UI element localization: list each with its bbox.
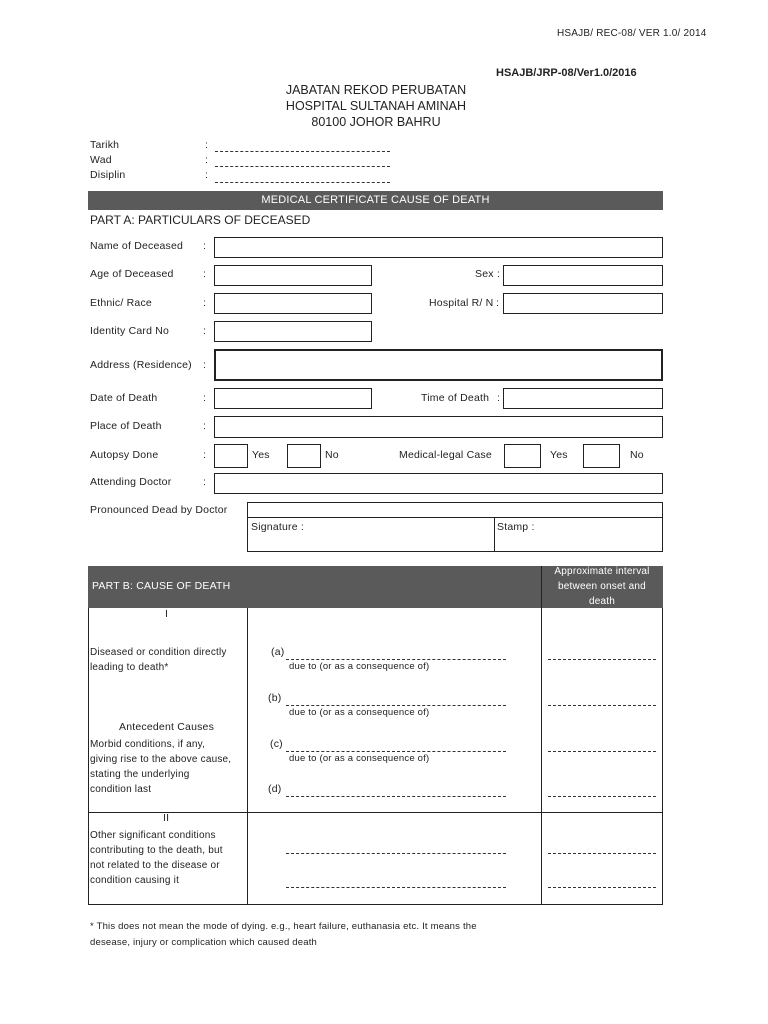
colon: : xyxy=(497,392,501,404)
other-condition-field-1[interactable] xyxy=(286,853,506,854)
place-death-label: Place of Death xyxy=(90,420,162,432)
antecedent-line: condition last xyxy=(90,784,152,795)
page-header xyxy=(0,82,752,130)
colon: : xyxy=(203,268,207,280)
name-input[interactable] xyxy=(214,237,663,258)
date-death-label: Date of Death xyxy=(90,392,158,404)
medical-legal-label: Medical-legal Case xyxy=(399,449,492,461)
cause-d-field[interactable] xyxy=(286,796,506,797)
medical-legal-yes-checkbox[interactable] xyxy=(504,444,541,468)
ic-label: Identity Card No xyxy=(90,325,170,337)
colon: : xyxy=(203,359,207,371)
roman-two: II xyxy=(163,812,170,824)
stamp-field[interactable] xyxy=(497,518,661,551)
colon: : xyxy=(203,420,207,432)
header-address: 80100 JOHOR BAHRU xyxy=(311,115,441,129)
label-b: (b) xyxy=(268,692,282,704)
name-label: Name of Deceased xyxy=(90,240,184,252)
due-to-label: due to (or as a consequence of) xyxy=(289,707,430,718)
colon: : xyxy=(203,240,207,252)
pronounced-divider xyxy=(494,517,495,552)
label-c: (c) xyxy=(270,738,283,750)
other-line: not related to the disease or xyxy=(90,860,220,871)
antecedent-line: Morbid conditions, if any, xyxy=(90,739,206,750)
attending-input[interactable] xyxy=(214,473,663,494)
directly-line: Diseased or condition directly xyxy=(90,647,227,658)
interval-header-line: Approximate interval xyxy=(554,566,650,577)
time-death-label: Time of Death xyxy=(421,392,490,404)
column-divider xyxy=(541,566,542,905)
tarikh-field[interactable] xyxy=(215,151,390,152)
interval-a-field[interactable] xyxy=(548,659,656,660)
attending-label: Attending Doctor xyxy=(90,476,172,488)
colon: : xyxy=(497,268,501,280)
column-divider xyxy=(247,608,248,905)
sex-input[interactable] xyxy=(503,265,663,286)
label-d: (d) xyxy=(268,783,282,795)
interval-b-field[interactable] xyxy=(548,705,656,706)
interval-d-field[interactable] xyxy=(548,796,656,797)
wad-label: Wad xyxy=(90,154,112,166)
colon: : xyxy=(205,169,209,181)
autopsy-no-label: No xyxy=(325,449,339,461)
colon: : xyxy=(496,297,500,309)
footnote-line: * This does not mean the mode of dying. e.g., heart failure, euthanasia etc. It means the xyxy=(90,921,477,932)
colon: : xyxy=(203,392,207,404)
medical-legal-yes-label: Yes xyxy=(550,449,568,461)
signature-label: Signature : xyxy=(251,521,304,533)
colon: : xyxy=(203,476,207,488)
medical-legal-no-label: No xyxy=(630,449,644,461)
interval-header-line: between onset and xyxy=(558,581,646,592)
ic-input[interactable] xyxy=(214,321,372,342)
other-line: Other significant conditions xyxy=(90,830,216,841)
wad-field[interactable] xyxy=(215,166,390,167)
autopsy-yes-checkbox[interactable] xyxy=(214,444,248,468)
antecedent-title: Antecedent Causes xyxy=(119,721,215,733)
autopsy-label: Autopsy Done xyxy=(90,449,159,461)
ethnic-input[interactable] xyxy=(214,293,372,314)
form-code: HSAJB/JRP-08/Ver1.0/2016 xyxy=(496,67,637,79)
other-interval-field-2[interactable] xyxy=(548,887,656,888)
interval-header xyxy=(541,564,663,609)
address-label: Address (Residence) xyxy=(90,359,192,371)
directly-text xyxy=(90,645,245,675)
cause-c-field[interactable] xyxy=(286,751,506,752)
colon: : xyxy=(203,325,207,337)
pronounced-label: Pronounced Dead by Doctor xyxy=(90,504,228,516)
due-to-label: due to (or as a consequence of) xyxy=(289,753,430,764)
date-death-input[interactable] xyxy=(214,388,372,409)
other-line: contributing to the death, but xyxy=(90,845,223,856)
disiplin-field[interactable] xyxy=(215,182,390,183)
signature-field[interactable] xyxy=(251,518,492,551)
ethnic-label: Ethnic/ Race xyxy=(90,297,152,309)
cause-a-field[interactable] xyxy=(286,659,506,660)
autopsy-no-checkbox[interactable] xyxy=(287,444,321,468)
footnote xyxy=(90,919,477,951)
stamp-label: Stamp : xyxy=(497,521,535,533)
part-b-title: PART B: CAUSE OF DEATH xyxy=(92,580,231,592)
due-to-label: due to (or as a consequence of) xyxy=(289,661,430,672)
directly-line: leading to death* xyxy=(90,662,169,673)
other-interval-field-1[interactable] xyxy=(548,853,656,854)
antecedent-line: stating the underlying xyxy=(90,769,190,780)
place-death-input[interactable] xyxy=(214,416,663,438)
header-hospital: HOSPITAL SULTANAH AMINAH xyxy=(285,99,467,113)
section-divider xyxy=(88,812,663,813)
autopsy-yes-label: Yes xyxy=(252,449,270,461)
tarikh-label: Tarikh xyxy=(90,139,120,151)
roman-one: I xyxy=(165,608,169,620)
hospital-rn-input[interactable] xyxy=(503,293,663,314)
age-input[interactable] xyxy=(214,265,372,286)
other-line: condition causing it xyxy=(90,875,180,886)
footnote-line: desease, injury or complication which caused death xyxy=(90,937,318,948)
disiplin-label: Disiplin xyxy=(90,169,126,181)
cause-b-field[interactable] xyxy=(286,705,506,706)
form-code-top: HSAJB/ REC-08/ VER 1.0/ 2014 xyxy=(557,28,707,39)
colon: : xyxy=(205,154,209,166)
part-a-title: PART A: PARTICULARS OF DECEASED xyxy=(90,213,311,227)
certificate-title: MEDICAL CERTIFICATE CAUSE OF DEATH xyxy=(88,191,663,210)
sex-label: Sex xyxy=(475,268,494,280)
label-a: (a) xyxy=(271,646,285,658)
address-input[interactable] xyxy=(214,349,663,381)
other-condition-field-2[interactable] xyxy=(286,887,506,888)
colon: : xyxy=(203,449,207,461)
interval-c-field[interactable] xyxy=(548,751,656,752)
age-label: Age of Deceased xyxy=(90,268,174,280)
colon: : xyxy=(203,297,207,309)
other-conditions-text xyxy=(90,828,245,888)
interval-header-line: death xyxy=(588,596,616,607)
medical-legal-no-checkbox[interactable] xyxy=(583,444,620,468)
antecedent-line: giving rise to the above cause, xyxy=(90,754,232,765)
antecedent-text xyxy=(90,737,245,797)
colon: : xyxy=(205,139,209,151)
time-death-input[interactable] xyxy=(503,388,663,409)
hospital-rn-label: Hospital R/ N xyxy=(429,297,494,309)
header-department: JABATAN REKOD PERUBATAN xyxy=(285,83,467,97)
